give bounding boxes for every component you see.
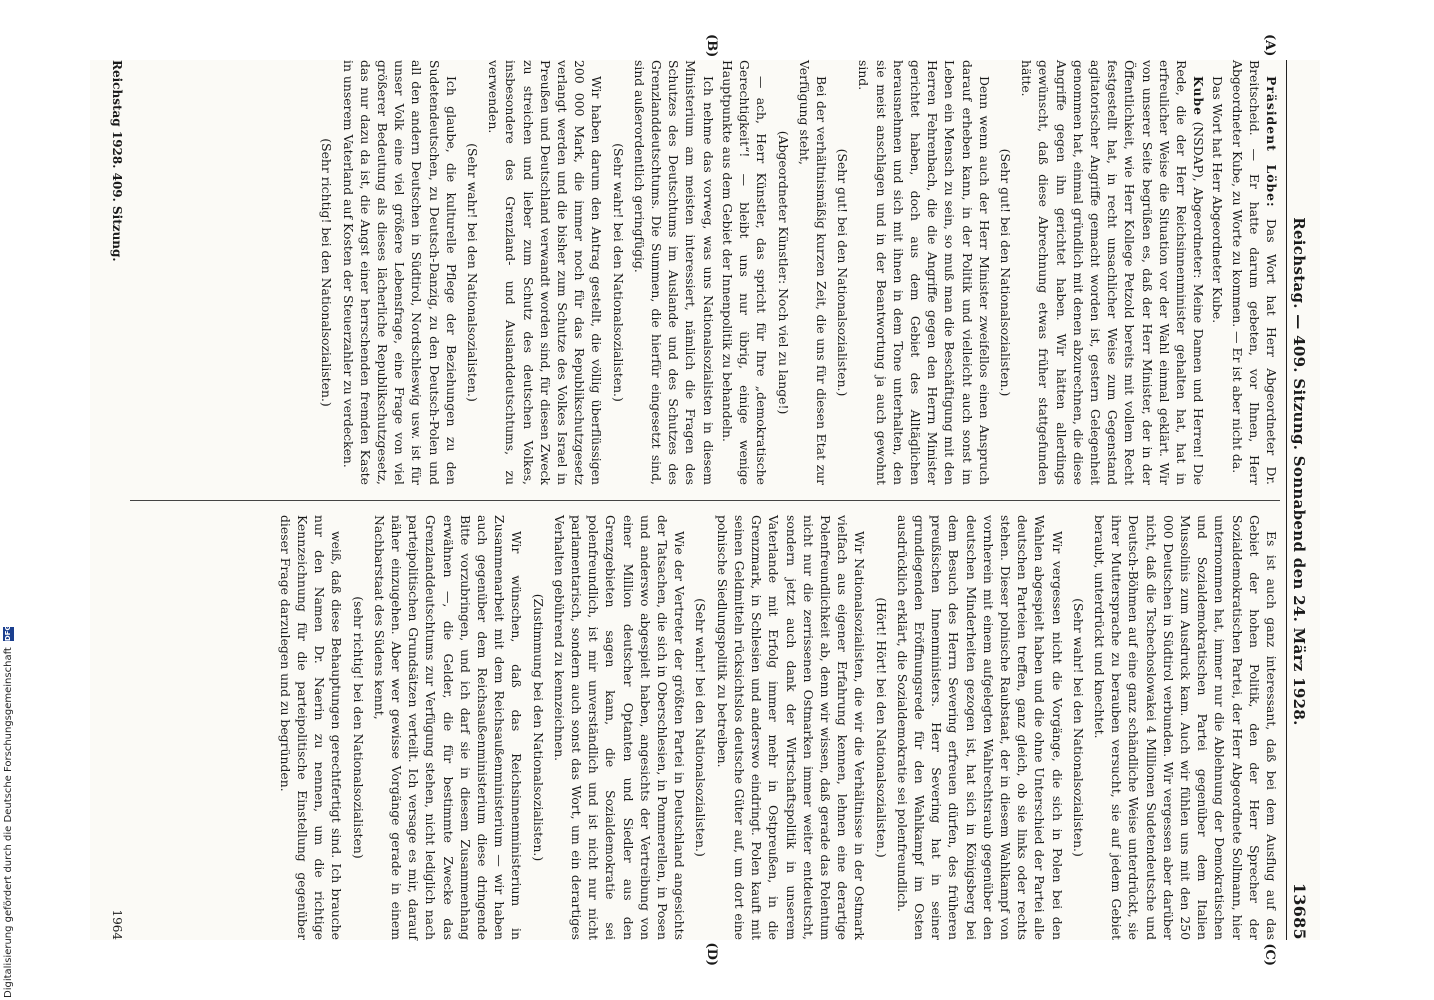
interjection: (Sehr gut! bei den Nationalsozialisten.) [997, 148, 1013, 397]
interjection: (Hört! Hört! bei den Nationalsozialisten.) [873, 597, 889, 858]
paragraph-text: (NSDAP), Abgeordneter: Meine Damen und Herren! Die Rede, die der Herr Reichsinnenminister gehalten hat, hat in erfreulicher Weise die Situation vor der Wahl einmal geklärt. Wir von unserer Seite begrüßen es, daß der Herr Minister, der in der Öffentlichkeit, wie Herr Kollege Petzold bereits mit vollem Recht festgestellt hat, in recht unsachlicher Weise zum Gegenstand agitatorischer Angriffe gemacht worden ist, gestern Gelegenheit genommen hat, einmal gründlich mit denen abzurechnen, die diese Angriffe gegen ihn gerichtet haben. Wir hätten allerdings gewünscht, daß diese Abrechnung etwas früher stattgefunden hätte. [1019, 60, 1207, 485]
document-page [90, 34, 1320, 966]
paragraph: Das Wort hat Herr Abgeordneter Kube. [1210, 76, 1226, 324]
paragraph: Wir wünschen, daß das Reichsinnenministerium in Zusammenarbeit mit dem Reichsaußenministerium — wir haben auch gegenüber dem Reichsaußenministerium diese dringende Bitte vorzubringen, und ich darf sie in diesem Zusammenhang erwähnen —, die Gelder, die für bestimmte Zwecke das Grenzlanddeutschtums zur Verfügung stehen, nicht lediglich nach parteipolitischen Grundsätzen verteilt. Ich versage es mir, darauf näher einzugehen. Aber wer gewisse Vorgänge gerade in einem Nachbarstaat des Südens kennt, [371, 515, 525, 940]
dfg-logo: DFG [3, 624, 12, 642]
running-head [1286, 60, 1320, 940]
footer-signature: Reichstag 1928. 409. Sitzung. [110, 60, 124, 262]
interjection: (Sehr wahr! bei den Nationalsozialisten.) [693, 598, 709, 857]
paragraph: Wir vergessen nicht die Vorgänge, die sich in Polen bei den Wahlen abgespielt haben und die ohne Unterschied der Partei alle deutschen Parteien treffen, ganz gleich, ob sie links oder rechts stehen. Dieser polnische Raubstaat, der in diesem Wahlkampf von vornherein mit einem aufgelegten Wahlrechtsraub gegenüber den deutschen Minderheiten gezogen ist, hat sich in Königsberg bei dem Besuch des Herrn Severing erfreuen dürfen, des früheren preußischen Innenministers. Herr Severing hat in seiner grundlegenden Eröffnungsrede für den Wahlkampf im Osten ausdrücklich erklärt, die Sozialdemokratie sei polenfreundlich. [894, 515, 1065, 940]
margin-mark-d: (D) [704, 942, 719, 966]
paragraph [1018, 60, 1207, 485]
interjection: (Sehr richtig! bei den Nationalsozialisten.) [319, 138, 335, 407]
speaker-name: Präsident Löbe: [1264, 76, 1279, 208]
digitization-note [1, 0, 15, 998]
interjection: (Sehr wahr! bei den Nationalsozialisten.) [610, 143, 626, 402]
paragraph: weiß, daß diese Behauptungen gerechtfertigt sind. Ich brauche nur den Namen Dr. Naerin zu nennen, um die richtige Kennzeichnung für die parteipolitische Einstellung gegenüber dieser Frage darzulegen und zu begründen. [277, 515, 345, 940]
left-column [130, 34, 1280, 485]
text-columns [130, 34, 1280, 966]
paragraph-text: Das Wort hat Herr Abgeordneter Dr. Breitscheid. — Er hatte darum gebeten, vor Ihnen, Herr Abgeordneter Kube, zu Worte zu kommen. — Er ist aber nicht da. [1229, 60, 1279, 485]
speaker-name: Kube [1191, 76, 1207, 117]
page-footer [94, 60, 124, 940]
paragraph: Ich nehme das vorweg, was uns Nationalsozialisten in diesem Ministerium am meisten interessiert, nämlich die Fragen des Schutzes des Deutschtums im Auslande und des Schutzes des Grenzlanddeutschtums. Die Summen, die hierfür eingesetzt sind, sind außerordentlich geringfügig. [631, 60, 716, 485]
page-number: 13685 [1290, 882, 1309, 940]
column-divider [130, 500, 1280, 501]
paragraph: Es ist auch ganz interessant, daß bei dem Ausflug auf das Gebiet der hohen Politik, den der Herr Sprecher der Sozialdemokratischen Partei, der Herr Abgeordnete Sollmann, hier unternommen hat, immer nur die Ablehnung der Demokratischen und Sozialdemokratischen Partei gegenüber dem Italien Mussolinis zum Ausdruck kam. Auch wir fühlen uns mit den 250 000 Deutschen in Südtirol verbunden. Wir vergessen aber darüber nicht, daß die Tschechoslowakei 4 Millionen Sudetendeutsche und Deutsch-Böhmen auf eine ganz schändliche Weise unterdrückt, sie ihrer Muttersprache zu berauben versucht, sie auf jedem Gebiet beraubt, unterdrückt und knechtet. [1091, 515, 1279, 940]
paragraph: Bei der verhältnismäßig kurzen Zeit, die uns für diesen Etat zur Verfügung steht, [796, 60, 829, 485]
margin-mark-a: (A) [1262, 34, 1277, 57]
interjection: (Zustimmung bei den Nationalsozialisten.) [530, 593, 546, 862]
paragraph: — ach, Herr Künstler, das spricht für Ihre „demokratische Gerechtigkeit“! — bleibt uns nur übrig, einige wenige Hauptpunkte aus dem Gebiet der Innenpolitik zu behandeln. [719, 60, 770, 485]
interjection: (sehr richtig! bei den Nationalsozialisten) [350, 596, 366, 859]
paragraph [1228, 60, 1280, 485]
margin-mark-c: (C) [1262, 943, 1277, 966]
paragraph: Ich glaube, die kulturelle Pflege der Beziehungen zu den Sudetendeutschen, zu Deutsch-Danzig, zu den Deutsch-Polen und all den andern Deutschen in Südtirol, Nordschleswig usw. ist für unser Volk eine viel größere Lebensfrage, eine Frage von viel größerer Bedeutung als dieses lächerliche Republikschutzgesetz, das nur dazu da ist, die Angst einer herrschenden fremden Kaste in unserem Vaterland auf Kosten der Steuerzahler zu verdecken. [340, 60, 459, 485]
interjection: (Sehr wahr! bei den Nationalsozialisten.) [1070, 598, 1086, 857]
header-title: Reichstag. — 409. Sitzung. Sonnabend den 24. März 1928. [1290, 217, 1308, 726]
interjection: (Abgeordneter Künstler: Noch viel zu lange!) [775, 130, 791, 415]
paragraph: Wir haben darum den Antrag gestellt, die völlig überflüssigen 200 000 Mark, die immer noch für das Republikschutzgesetz verlangt werden und die bisher zum Schutze des Volkes Israel in Preußen und Deutschland verwandt worden sind, für diesen Zweck zu streichen und lieber zum Schutz des deutschen Volkes, insbesondere des Grenzland- und Auslanddeutschtums, zu verwenden. [486, 60, 605, 485]
paragraph: Wie der Vertreter der größten Partei in Deutschland angesichts der Tatsachen, die sich in Oberschlesien, in Pommerellen, in Posen und anderswo abgespielt haben, angesichts der Vertreibung von einer Million deutscher Optanten und Siedler aus den Grenzgebieten sagen kann, die Sozialdemokratie sei polenfreundlich, ist mir unverständlich und ist nicht nur nicht parlamentarisch, sondern auch sonst das Wort, um ein derartiges Verhalten gebührend zu kennzeichnen. [551, 515, 688, 940]
interjection: (Sehr wahr! bei den Nationalsozialisten.) [465, 143, 481, 402]
paragraph: Denn wenn auch der Herr Minister zweifellos einen Anspruch darauf erheben kann, in der Politik und vielleicht auch sonst im Leben ein Mensch zu sein, so muß man die Beschäftigung mit den Herren Fehrenbach, die die Angriffe gegen den Herrn Minister gerichtet haben, doch aus dem Gebiet des Alltäglichen herausnehmen und sich mit ihnen in dem Tone unterhalten, den sie meist anschlagen und in der Beantwortung ja auch gewohnt sind. [856, 60, 992, 485]
footer-number: 1964 [110, 909, 124, 940]
paragraph: Wir Nationalsozialisten, die wir die Verhältnisse in der Ostmark vielfach aus eigener Erfahrung kennen, lehnen eine derartige Polenfreundlichkeit ab, denn wir wissen, daß gerade das Polentum nicht nur die zerrissenen Ostmarken immer weiter entdeutscht, sondern jetzt auch dank der Wirtschaftspolitik in unserem Vaterlande mit Erfolg immer mehr in Ostpreußen, in die Grenzmark, in Schlesien und anderswo eindringt. Polen kauft mit seinen Geldmitteln rücksichtslos deutsche Güter auf, um dort eine polnische Siedlungspolitik zu betreiben. [714, 515, 868, 940]
right-column [130, 515, 1280, 966]
interjection: (Sehr gut! bei den Nationalsozialisten.) [835, 148, 851, 397]
margin-mark-b: (B) [704, 34, 719, 58]
digitization-note-text: Digitalisierung gefördert durch die Deutsche Forschungsgemeinschaft [2, 647, 14, 998]
